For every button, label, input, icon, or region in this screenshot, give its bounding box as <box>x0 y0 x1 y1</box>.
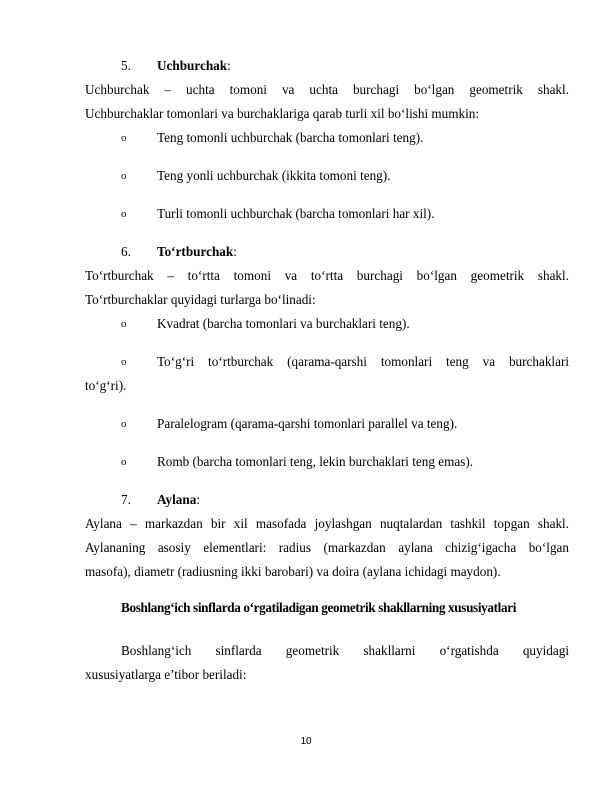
section-number: 6. <box>121 244 131 259</box>
bullet-icon: o <box>121 356 127 368</box>
list-item-text: To‘g‘ri to‘rtburchak (qarama-qarshi tomonlari teng va burchaklari <box>157 354 569 369</box>
bullet-icon: o <box>121 170 127 182</box>
subheading: Boshlang‘ich sinflarda o‘rgatiladigan geometrik shakllarning xususiyatlari <box>121 600 517 615</box>
paragraph-line: Aylananing asosiy elementlari: radius (markazdan aylana chizig‘igacha bo‘lgan <box>85 540 569 555</box>
list-item-text: Turli tomonli uchburchak (barcha tomonlari har xil). <box>157 206 435 221</box>
list-item <box>85 413 569 435</box>
page-number: 10 <box>300 736 312 747</box>
section-title: Aylana: <box>157 492 200 507</box>
bullet-icon: o <box>121 318 127 330</box>
bullet-icon: o <box>121 208 127 220</box>
section-6-heading <box>85 241 569 263</box>
paragraph-line: Aylana – markazdan bir xil masofada joylashgan nuqtalardan tashkil topgan shakl. <box>85 516 569 531</box>
list-item-text: Teng tomonli uchburchak (barcha tomonlari teng). <box>157 130 424 145</box>
list-item <box>85 313 569 335</box>
list-item-text: Kvadrat (barcha tomonlari va burchaklari teng). <box>157 316 410 331</box>
bullet-icon: o <box>121 456 127 468</box>
paragraph-line: xususiyatlarga e’tibor beriladi: <box>85 667 247 682</box>
section-number: 5. <box>121 58 131 73</box>
list-item <box>85 127 569 149</box>
paragraph-line: Uchburchaklar tomonlari va burchaklariga qarab turli xil bo‘lishi mumkin: <box>85 106 480 121</box>
section-5-heading <box>85 55 569 77</box>
section-title: To‘rtburchak: <box>157 244 237 259</box>
paragraph-line: To‘rtburchak – to‘rtta tomoni va to‘rtta burchagi bo‘lgan geometrik shakl. <box>85 268 569 283</box>
section-number: 7. <box>121 492 131 507</box>
bullet-icon: o <box>121 132 127 144</box>
paragraph-line: Boshlang‘ich sinflarda geometrik shakllarni o‘rgatishda quyidagi <box>121 643 569 658</box>
list-item <box>85 451 569 473</box>
list-item-continuation: to‘g‘ri). <box>85 378 127 393</box>
list-item <box>85 165 569 187</box>
list-item <box>85 203 569 225</box>
list-item <box>85 351 569 373</box>
paragraph-line: To‘rtburchaklar quyidagi turlarga bo‘linadi: <box>85 292 316 307</box>
section-7-heading <box>85 489 569 511</box>
list-item-text: Romb (barcha tomonlari teng, lekin burchaklari teng emas). <box>157 454 474 469</box>
bullet-icon: o <box>121 418 127 430</box>
list-item-text: Teng yonli uchburchak (ikkita tomoni teng). <box>157 168 391 183</box>
list-item-text: Paralelogram (qarama-qarshi tomonlari parallel va teng). <box>157 416 458 431</box>
section-title: Uchburchak: <box>157 58 231 73</box>
paragraph-line: Uchburchak – uchta tomoni va uchta burchagi bo‘lgan geometrik shakl. <box>85 82 569 97</box>
paragraph-line: masofa), diametr (radiusning ikki barobari) va doira (aylana ichidagi maydon). <box>85 564 501 579</box>
